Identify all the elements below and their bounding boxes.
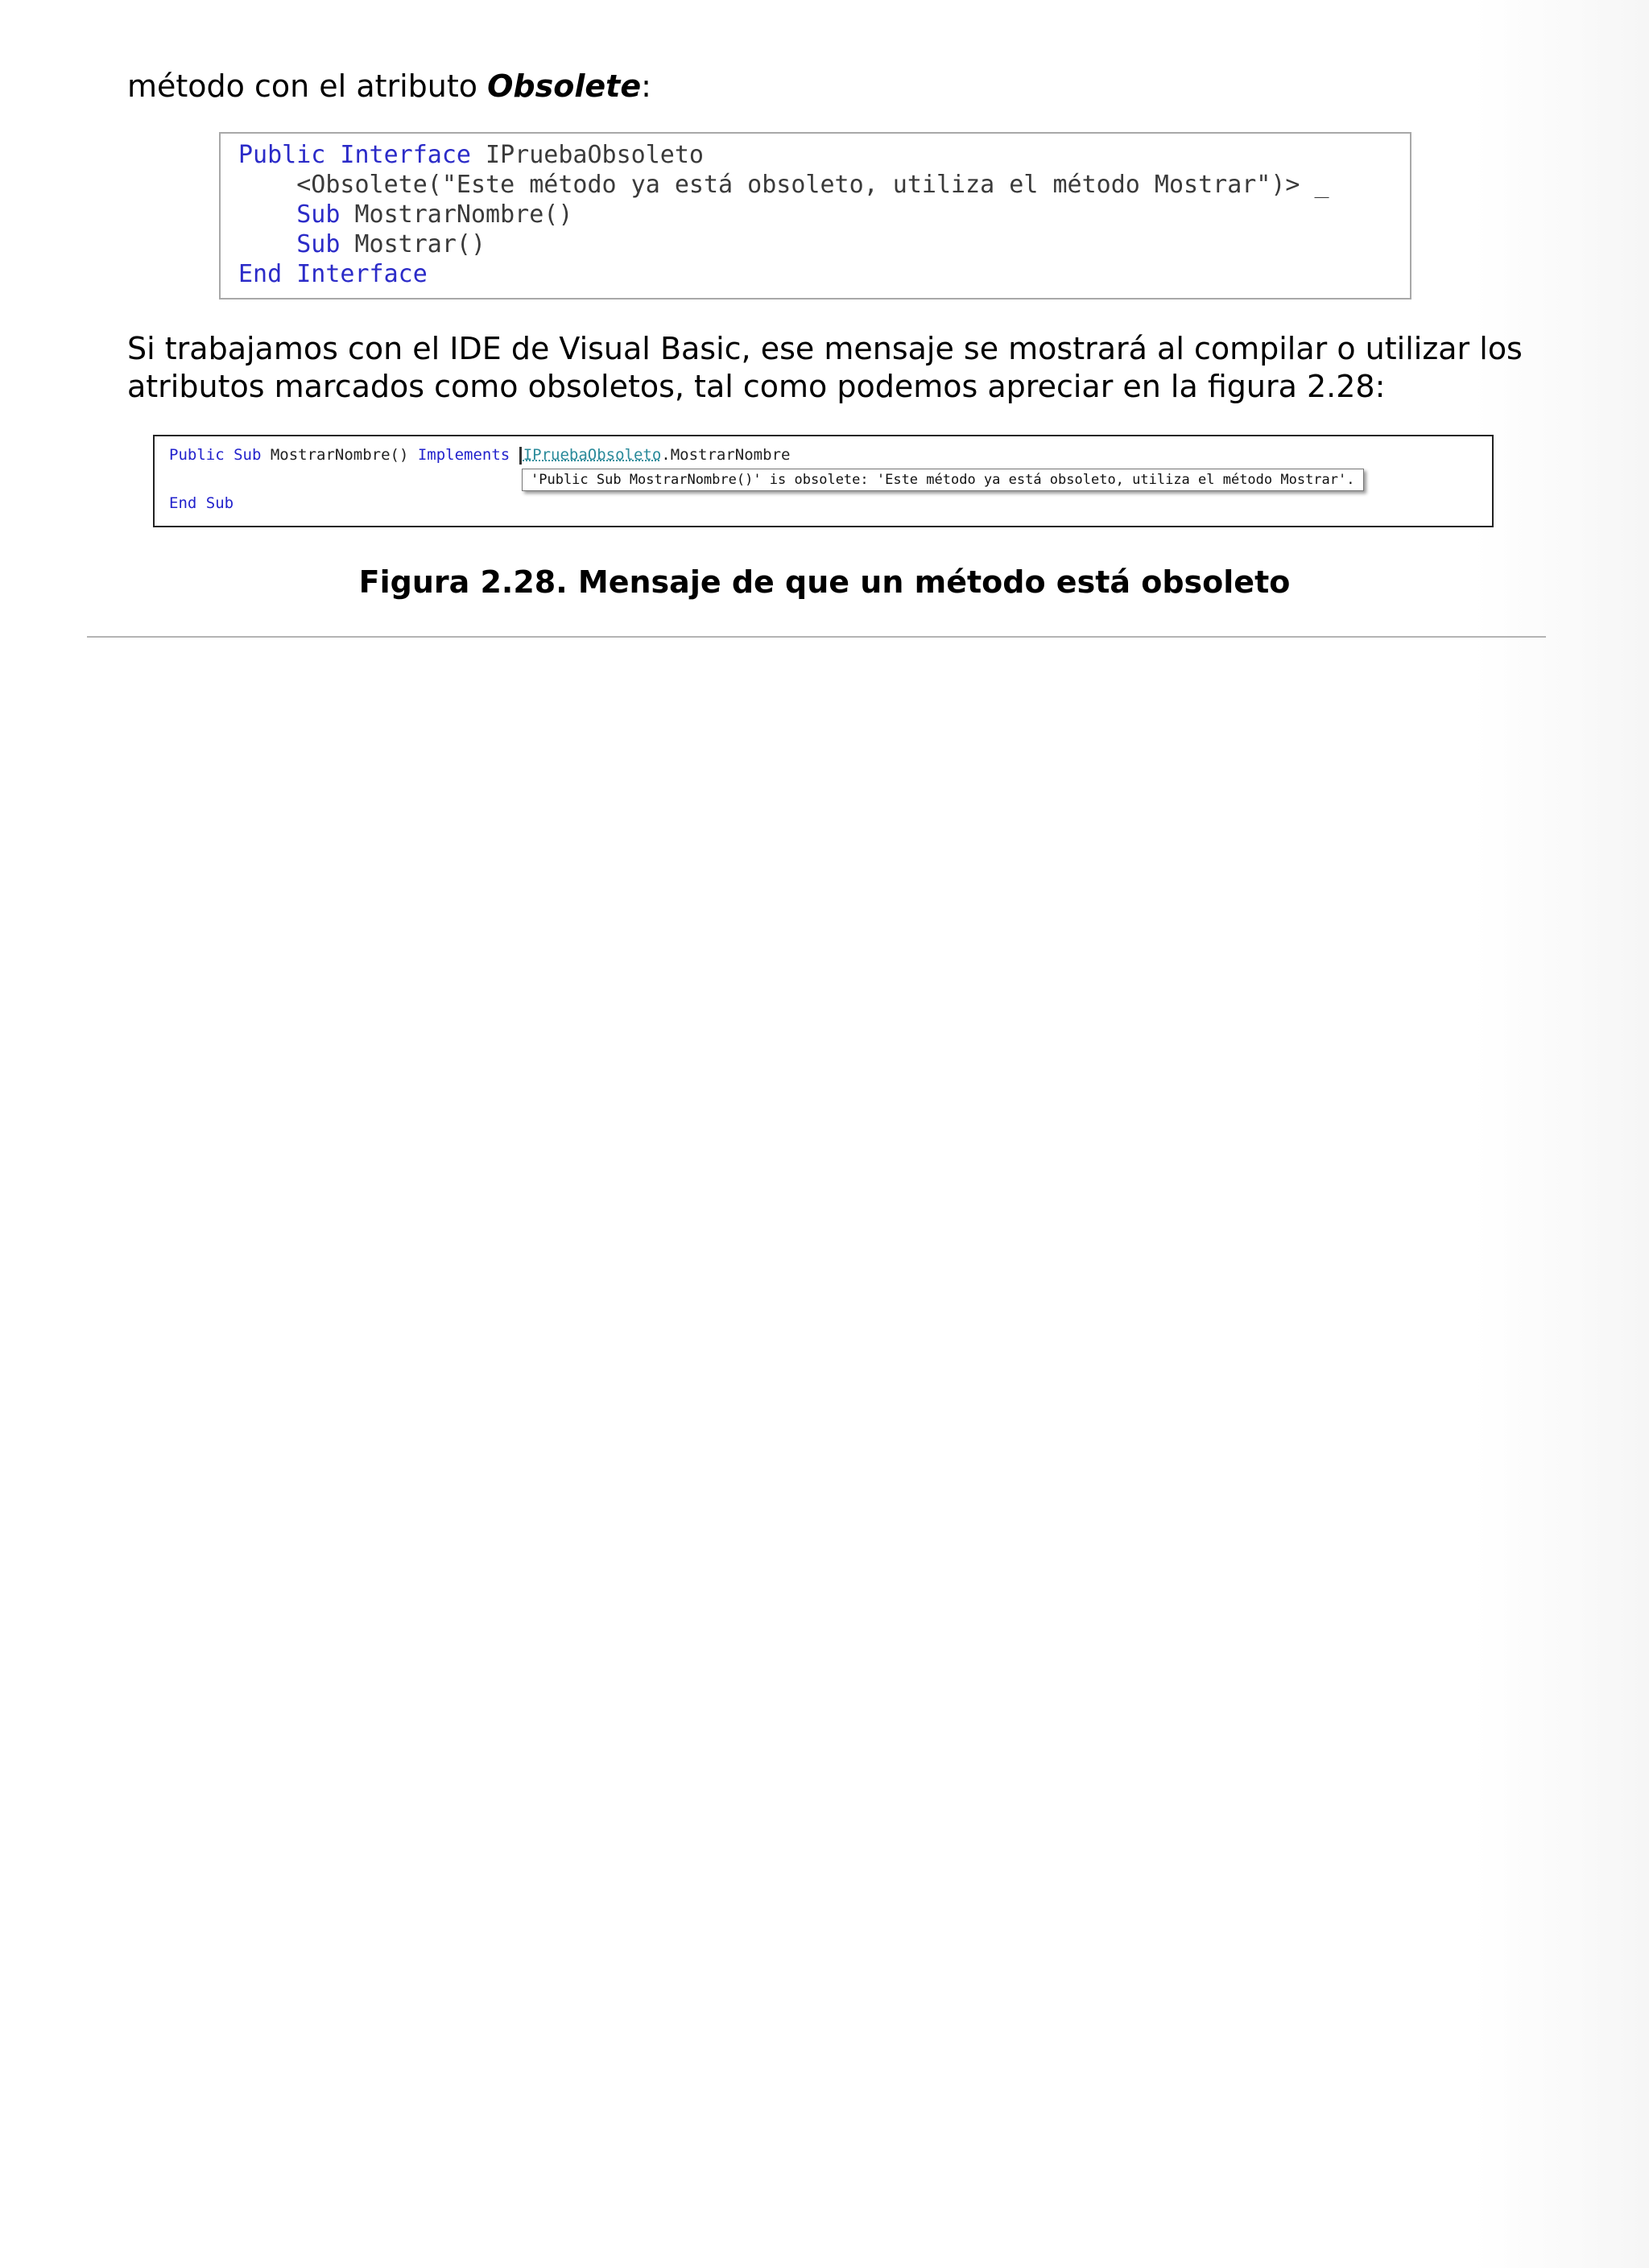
code-block [238,140,1329,289]
obsolete-warning-tooltip: 'Public Sub MostrarNombre()' is obsolete: 'Este método ya está obsoleto, utiliza el método Mostrar'. [522,469,1364,491]
obsolete-reference: IPruebaObsoleto [523,446,662,464]
intro-emphasis: Obsolete [487,68,642,104]
paragraph-line: atributos marcados como obsoletos, tal como podemos apreciar en la figura 2.28: [127,369,1386,404]
code-line: <Obsolete("Este método ya está obsoleto, utiliza el método Mostrar")> _ [296,171,1329,199]
intro-suffix: : [641,68,651,104]
code-line: Sub Mostrar() [296,230,486,258]
intro-plain: método con el atributo [127,68,488,104]
text-caret-icon [519,447,522,465]
code-line: End Interface [238,260,428,288]
horizontal-divider [87,636,1546,638]
ide-code-line: Public Sub MostrarNombre() Implements IPruebaObsoleto.MostrarNombre [169,446,791,464]
code-line: Sub MostrarNombre() [296,200,573,229]
code-line: Public Interface IPruebaObsoleto [238,141,704,169]
ide-screenshot [153,435,1494,527]
intro-text [127,64,651,108]
body-paragraph [127,330,1528,406]
figure-caption: Figura 2.28. Mensaje de que un método está obsoleto [358,564,1291,600]
paragraph-line: Si trabajamos con el IDE de Visual Basic, ese mensaje se mostrará al compilar o utilizar los [127,331,1523,366]
ide-code-line: End Sub [169,494,234,512]
